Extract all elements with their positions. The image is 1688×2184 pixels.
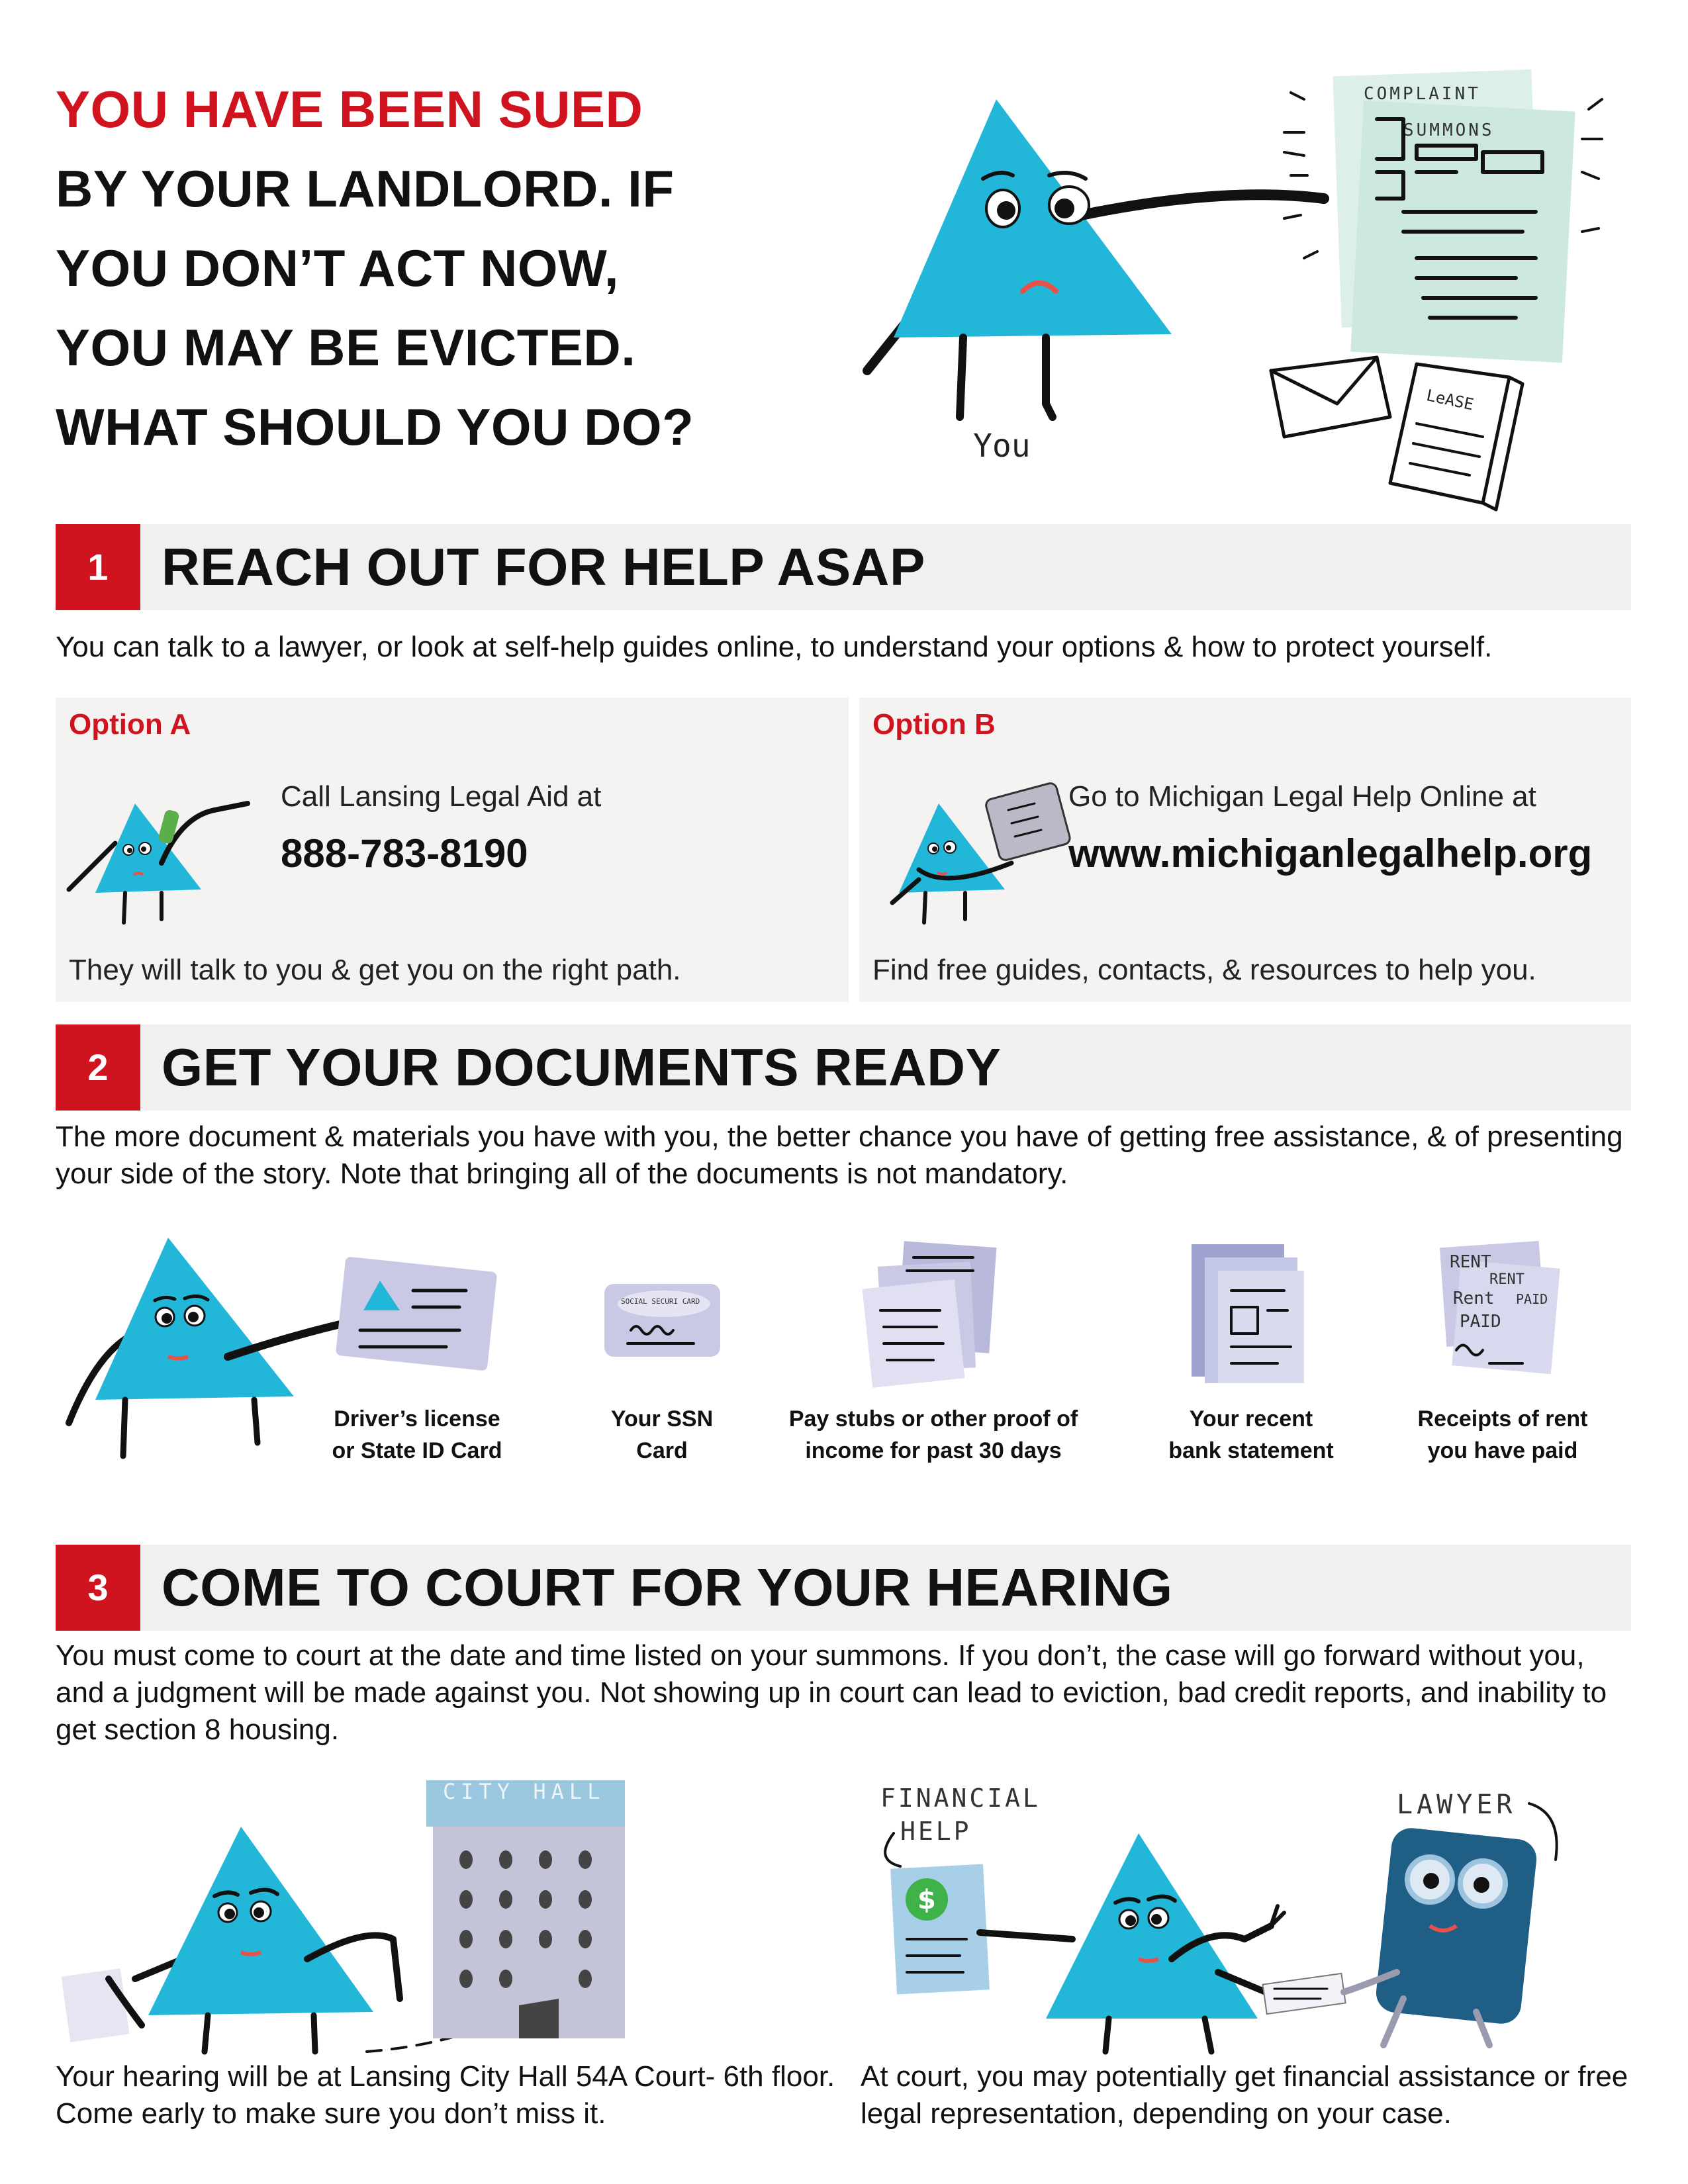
option-b-label: Option B bbox=[872, 708, 996, 741]
option-a-label: Option A bbox=[69, 708, 191, 741]
michigan-legal-help-link[interactable]: www.michiganlegalhelp.org bbox=[1068, 831, 1593, 876]
envelope-icon bbox=[1271, 357, 1390, 437]
section-2-number: 2 bbox=[56, 1024, 140, 1111]
option-b-footer: Find free guides, contacts, & resources to help you. bbox=[872, 954, 1536, 986]
bank-statement-icon bbox=[1185, 1238, 1317, 1390]
doc-caption-bank-statement: Your recent bank statement bbox=[1168, 1406, 1334, 1463]
doc-caption-ssn-card: Your SSN Card bbox=[610, 1406, 714, 1463]
headline-red-line: YOU HAVE BEEN SUED bbox=[56, 80, 643, 138]
lease-paper bbox=[1390, 364, 1523, 510]
section-2-intro: The more document & materials you have with you, the better chance you have of getting free assistance, & of presenting your side of the story. Note that bringing all of the documents is not mandatory. bbox=[56, 1120, 1623, 1190]
receipt-label: PAID bbox=[1460, 1312, 1501, 1332]
doc-caption-drivers-license: Driver’s license or State ID Card bbox=[332, 1406, 502, 1463]
section-3-intro: You must come to court at the date and time listed on your summons. If you don’t, the case will go forward without you, and a judgment will be made against you. Not showing up in court can lead to eviction, bad credit reports, and inability to get section 8 housing. bbox=[56, 1639, 1607, 1746]
city-hall-illustration bbox=[56, 1760, 823, 2052]
phone-triangle-icon bbox=[62, 764, 274, 923]
section-2-title: GET YOUR DOCUMENTS READY bbox=[162, 1038, 1002, 1097]
page-headline bbox=[56, 69, 837, 467]
rent-receipts-icon bbox=[1430, 1238, 1569, 1390]
financial-help-label: FINANCIAL bbox=[880, 1784, 1041, 1813]
doc-caption-rent-receipts: Receipts of rent you have paid bbox=[1417, 1406, 1588, 1463]
svg-text:$: $ bbox=[917, 1885, 936, 1915]
option-b-card bbox=[859, 698, 1631, 1002]
court-help-illustration bbox=[861, 1774, 1628, 2052]
sad-triangle-character bbox=[867, 99, 1324, 417]
summons-paper bbox=[1350, 101, 1575, 363]
section-3-number: 3 bbox=[56, 1545, 140, 1631]
section-3-title: COME TO COURT FOR YOUR HEARING bbox=[162, 1558, 1173, 1617]
court-assistance-caption: At court, you may potentially get financial assistance or free legal representation, depending on your case. bbox=[861, 2060, 1628, 2130]
headline-line: BY YOUR LANDLORD. IF bbox=[56, 159, 675, 218]
hero-illustration bbox=[847, 60, 1628, 523]
section-1-header bbox=[56, 524, 1631, 610]
hearing-location-caption: Your hearing will be at Lansing City Hall 54A Court- 6th floor. Come early to make sure you don’t miss it. bbox=[56, 2060, 835, 2130]
city-hall-label: CITY HALL bbox=[443, 1779, 606, 1804]
section-1-number: 1 bbox=[56, 524, 140, 610]
section-3-header bbox=[56, 1545, 1631, 1631]
lease-label: LeASE bbox=[1425, 386, 1476, 414]
you-label: You bbox=[973, 428, 1031, 465]
headline-line: WHAT SHOULD YOU DO? bbox=[56, 398, 694, 456]
ssn-card-label: SOCIAL SECURI CARD bbox=[621, 1297, 700, 1306]
headline-line: YOU DON’T ACT NOW, bbox=[56, 239, 620, 297]
tablet-triangle-icon bbox=[879, 764, 1091, 923]
ssn-card-icon bbox=[601, 1277, 727, 1370]
receipt-label: PAID bbox=[1516, 1291, 1548, 1307]
option-a-card bbox=[56, 698, 849, 1002]
receipt-label: Rent bbox=[1453, 1289, 1495, 1308]
receipt-label: RENT bbox=[1489, 1271, 1524, 1288]
legal-aid-phone-number[interactable]: 888-783-8190 bbox=[281, 831, 528, 876]
section-1-title: REACH OUT FOR HELP ASAP bbox=[162, 537, 925, 596]
option-b-lead: Go to Michigan Legal Help Online at bbox=[1068, 780, 1536, 813]
section-1-intro: You can talk to a lawyer, or look at self-help guides online, to understand your options & how to protect yourself. bbox=[56, 631, 1493, 663]
option-a-lead: Call Lansing Legal Aid at bbox=[281, 780, 602, 813]
section-2-header bbox=[56, 1024, 1631, 1111]
financial-help-label: HELP bbox=[900, 1817, 972, 1846]
complaint-label: COMPLAINT bbox=[1364, 84, 1481, 104]
option-a-footer: They will talk to you & get you on the right path. bbox=[69, 954, 681, 986]
pay-stubs-icon bbox=[861, 1238, 1013, 1390]
doc-caption-pay-stubs: Pay stubs or other proof of income for past 30 days bbox=[788, 1406, 1078, 1463]
lawyer-label: LAWYER bbox=[1397, 1790, 1517, 1820]
headline-line: YOU MAY BE EVICTED. bbox=[56, 318, 636, 377]
summons-label: SUMMONS bbox=[1403, 120, 1495, 140]
receipt-label: RENT bbox=[1450, 1252, 1491, 1272]
